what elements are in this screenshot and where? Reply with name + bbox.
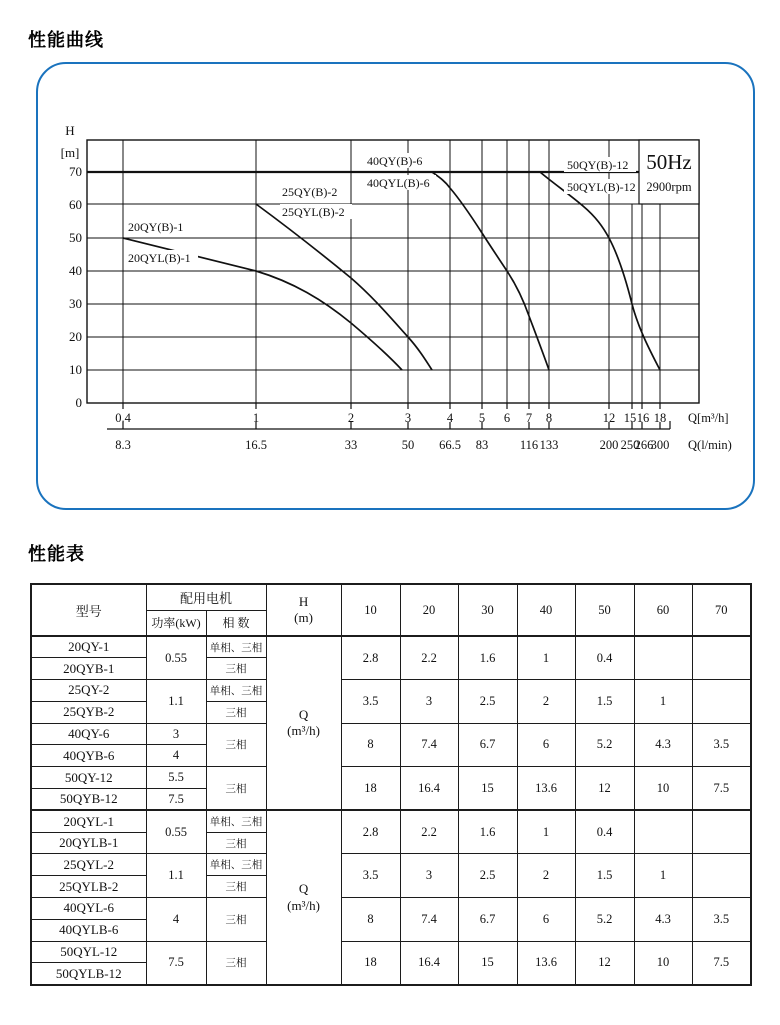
header-model: 型号 bbox=[31, 584, 146, 636]
lmin-tick-8.3: 8.3 bbox=[115, 438, 131, 452]
value-cell: 1.6 bbox=[458, 810, 517, 854]
curve-label-50qyl: 50QYL(B)-12 bbox=[567, 180, 636, 194]
header-h40: 40 bbox=[517, 584, 575, 636]
x-tick-4: 4 bbox=[446, 411, 454, 425]
power-cell: 0.55 bbox=[146, 636, 206, 680]
header-head-unit: (m) bbox=[294, 610, 313, 625]
value-cell: 15 bbox=[458, 941, 517, 985]
flow-label: Q bbox=[298, 881, 309, 897]
flow-unit-cell bbox=[266, 636, 341, 810]
value-cell: 16.4 bbox=[400, 767, 458, 811]
value-cell: 2 bbox=[517, 854, 575, 898]
curve-label-40qyl: 40QYL(B)-6 bbox=[367, 176, 430, 190]
value-cell: 6 bbox=[517, 723, 575, 767]
x-tick-0.4: 0.4 bbox=[115, 411, 131, 425]
model-cell: 50QY-12 bbox=[31, 767, 146, 789]
value-cell: 1 bbox=[517, 636, 575, 680]
value-cell: 18 bbox=[341, 941, 400, 985]
x-tick-2: 2 bbox=[347, 411, 355, 425]
value-cell: 1.6 bbox=[458, 636, 517, 680]
y-tick-60: 60 bbox=[69, 197, 82, 212]
power-cell: 1.1 bbox=[146, 680, 206, 724]
phase-cell: 三相 bbox=[206, 767, 266, 811]
value-cell bbox=[692, 636, 751, 680]
value-cell: 1 bbox=[634, 680, 692, 724]
phase-cell: 单相、三相 bbox=[206, 810, 266, 832]
power-cell: 5.5 bbox=[146, 767, 206, 789]
value-cell bbox=[634, 636, 692, 680]
model-cell: 25QYLB-2 bbox=[31, 876, 146, 898]
table-row bbox=[31, 854, 751, 876]
table-row bbox=[31, 898, 751, 920]
value-cell: 5.2 bbox=[575, 898, 634, 942]
table-section-title: 性能表 bbox=[28, 544, 85, 564]
lmin-tick-266: 266 bbox=[634, 438, 654, 452]
value-cell: 1 bbox=[517, 810, 575, 854]
header-h60: 60 bbox=[634, 584, 692, 636]
phase-cell: 三相 bbox=[206, 941, 266, 985]
value-cell: 3.5 bbox=[692, 723, 751, 767]
value-cell: 12 bbox=[575, 941, 634, 985]
x-tick-1: 1 bbox=[252, 411, 260, 425]
y-axis-title: H bbox=[65, 123, 75, 138]
table-group-qyl bbox=[31, 810, 751, 984]
lmin-tick-66.5: 66.5 bbox=[439, 438, 461, 452]
header-h10: 10 bbox=[341, 584, 400, 636]
power-cell: 4 bbox=[146, 898, 206, 942]
value-cell: 1.5 bbox=[575, 854, 634, 898]
value-cell bbox=[692, 854, 751, 898]
value-cell: 1 bbox=[634, 854, 692, 898]
model-cell: 20QYB-1 bbox=[31, 658, 146, 680]
curve-label-50qy: 50QY(B)-12 bbox=[567, 158, 629, 172]
header-h50: 50 bbox=[575, 584, 634, 636]
x-tick-16: 16 bbox=[636, 411, 650, 425]
value-cell: 3.5 bbox=[692, 898, 751, 942]
model-cell: 50QYL-12 bbox=[31, 941, 146, 963]
header-head-m bbox=[266, 584, 341, 636]
value-cell: 6.7 bbox=[458, 723, 517, 767]
value-cell: 4.3 bbox=[634, 898, 692, 942]
lmin-tick-250: 250 bbox=[620, 438, 640, 452]
phase-cell: 单相、三相 bbox=[206, 854, 266, 876]
value-cell: 2.8 bbox=[341, 810, 400, 854]
power-cell: 3 bbox=[146, 723, 206, 745]
lmin-axis-label: Q(l/min) bbox=[688, 438, 732, 452]
value-cell: 8 bbox=[341, 898, 400, 942]
model-cell: 50QYLB-12 bbox=[31, 963, 146, 985]
model-cell: 50QYB-12 bbox=[31, 789, 146, 811]
model-cell: 40QYL-6 bbox=[31, 898, 146, 920]
power-cell: 1.1 bbox=[146, 854, 206, 898]
value-cell: 4.3 bbox=[634, 723, 692, 767]
table-group-qy bbox=[31, 636, 751, 810]
y-tick-0: 0 bbox=[75, 395, 82, 410]
y-tick-50: 50 bbox=[69, 230, 82, 245]
value-cell: 10 bbox=[634, 941, 692, 985]
curve-label-25qyl: 25QYL(B)-2 bbox=[282, 205, 345, 219]
value-cell: 0.4 bbox=[575, 636, 634, 680]
value-cell: 2.5 bbox=[458, 680, 517, 724]
value-cell: 1.5 bbox=[575, 680, 634, 724]
value-cell: 3.5 bbox=[341, 854, 400, 898]
curve-25qy bbox=[256, 204, 432, 370]
lmin-tick-133: 133 bbox=[539, 438, 559, 452]
value-cell: 0.4 bbox=[575, 810, 634, 854]
value-cell: 6.7 bbox=[458, 898, 517, 942]
x-tick-18: 18 bbox=[653, 411, 667, 425]
lmin-tick-300: 300 bbox=[650, 438, 670, 452]
header-head: H bbox=[298, 593, 309, 609]
lmin-tick-116: 116 bbox=[519, 438, 539, 452]
phase-cell: 三相 bbox=[206, 658, 266, 680]
value-cell: 2.8 bbox=[341, 636, 400, 680]
model-cell: 20QYLB-1 bbox=[31, 832, 146, 854]
power-cell: 7.5 bbox=[146, 941, 206, 985]
value-cell: 13.6 bbox=[517, 767, 575, 811]
x-axis-ticks bbox=[123, 403, 660, 409]
lmin-tick-83: 83 bbox=[475, 438, 489, 452]
flow-unit-cell bbox=[266, 810, 341, 984]
table-row bbox=[31, 767, 751, 789]
header-h70: 70 bbox=[692, 584, 751, 636]
table-row bbox=[31, 941, 751, 963]
header-phase: 相 数 bbox=[206, 610, 266, 636]
lmin-tick-33: 33 bbox=[344, 438, 358, 452]
header-motor: 配用电机 bbox=[146, 584, 266, 610]
phase-cell: 单相、三相 bbox=[206, 636, 266, 658]
model-cell: 40QYLB-6 bbox=[31, 919, 146, 941]
model-cell: 25QY-2 bbox=[31, 680, 146, 702]
value-cell: 6 bbox=[517, 898, 575, 942]
value-cell: 2 bbox=[517, 680, 575, 724]
lmin-axis-ticks bbox=[123, 421, 670, 429]
table-row bbox=[31, 680, 751, 702]
value-cell: 7.5 bbox=[692, 767, 751, 811]
phase-cell: 单相、三相 bbox=[206, 680, 266, 702]
y-tick-20: 20 bbox=[69, 329, 82, 344]
phase-cell: 三相 bbox=[206, 701, 266, 723]
header-h20: 20 bbox=[400, 584, 458, 636]
x-axis-m3h-label: Q[m³/h] bbox=[688, 411, 729, 425]
y-tick-70: 70 bbox=[69, 164, 82, 179]
power-cell: 4 bbox=[146, 745, 206, 767]
value-cell: 7.5 bbox=[692, 941, 751, 985]
frequency-label: 50Hz bbox=[646, 150, 692, 174]
phase-cell: 三相 bbox=[206, 723, 266, 767]
value-cell: 3.5 bbox=[341, 680, 400, 724]
value-cell bbox=[692, 680, 751, 724]
value-cell: 15 bbox=[458, 767, 517, 811]
value-cell: 5.2 bbox=[575, 723, 634, 767]
flow-unit: (m³/h) bbox=[287, 723, 320, 739]
power-cell: 7.5 bbox=[146, 789, 206, 811]
value-cell: 3 bbox=[400, 680, 458, 724]
curve-label-40qy: 40QY(B)-6 bbox=[367, 154, 423, 168]
value-cell: 2.5 bbox=[458, 854, 517, 898]
power-cell: 0.55 bbox=[146, 810, 206, 854]
flow-label: Q bbox=[298, 706, 309, 722]
x-tick-15: 15 bbox=[623, 411, 637, 425]
y-tick-40: 40 bbox=[69, 263, 82, 278]
performance-curve-chart bbox=[38, 64, 752, 507]
value-cell bbox=[692, 810, 751, 854]
flow-unit: (m³/h) bbox=[287, 897, 320, 913]
x-tick-6: 6 bbox=[503, 411, 511, 425]
model-cell: 25QYL-2 bbox=[31, 854, 146, 876]
lmin-tick-16.5: 16.5 bbox=[245, 438, 267, 452]
value-cell: 18 bbox=[341, 767, 400, 811]
model-cell: 20QYL-1 bbox=[31, 810, 146, 832]
curve-label-20qy: 20QY(B)-1 bbox=[128, 220, 184, 234]
x-tick-5: 5 bbox=[478, 411, 486, 425]
value-cell: 2.2 bbox=[400, 810, 458, 854]
y-tick-30: 30 bbox=[69, 296, 82, 311]
table-row bbox=[31, 636, 751, 658]
phase-cell: 三相 bbox=[206, 876, 266, 898]
header-power: 功率(kW) bbox=[146, 610, 206, 636]
curve-section-title: 性能曲线 bbox=[28, 30, 104, 50]
y-axis-unit: [m] bbox=[60, 145, 80, 160]
value-cell: 16.4 bbox=[400, 941, 458, 985]
performance-table bbox=[30, 583, 752, 986]
curve-label-20qyl: 20QYL(B)-1 bbox=[128, 251, 191, 265]
model-cell: 25QYB-2 bbox=[31, 701, 146, 723]
value-cell bbox=[634, 810, 692, 854]
speed-label: 2900rpm bbox=[646, 180, 692, 194]
x-tick-3: 3 bbox=[404, 411, 412, 425]
x-tick-12: 12 bbox=[602, 411, 616, 425]
lmin-tick-200: 200 bbox=[599, 438, 619, 452]
table-row bbox=[31, 810, 751, 832]
value-cell: 7.4 bbox=[400, 898, 458, 942]
value-cell: 10 bbox=[634, 767, 692, 811]
curve-label-25qy: 25QY(B)-2 bbox=[282, 185, 338, 199]
x-tick-7: 7 bbox=[525, 411, 533, 425]
table-row bbox=[31, 723, 751, 745]
model-cell: 40QYB-6 bbox=[31, 745, 146, 767]
y-tick-10: 10 bbox=[69, 362, 82, 377]
phase-cell: 三相 bbox=[206, 832, 266, 854]
value-cell: 12 bbox=[575, 767, 634, 811]
model-cell: 20QY-1 bbox=[31, 636, 146, 658]
model-cell: 40QY-6 bbox=[31, 723, 146, 745]
phase-cell: 三相 bbox=[206, 898, 266, 942]
lmin-tick-50: 50 bbox=[401, 438, 415, 452]
performance-curve-panel bbox=[36, 62, 755, 510]
value-cell: 3 bbox=[400, 854, 458, 898]
x-tick-8: 8 bbox=[545, 411, 553, 425]
value-cell: 7.4 bbox=[400, 723, 458, 767]
value-cell: 8 bbox=[341, 723, 400, 767]
value-cell: 2.2 bbox=[400, 636, 458, 680]
header-h30: 30 bbox=[458, 584, 517, 636]
value-cell: 13.6 bbox=[517, 941, 575, 985]
